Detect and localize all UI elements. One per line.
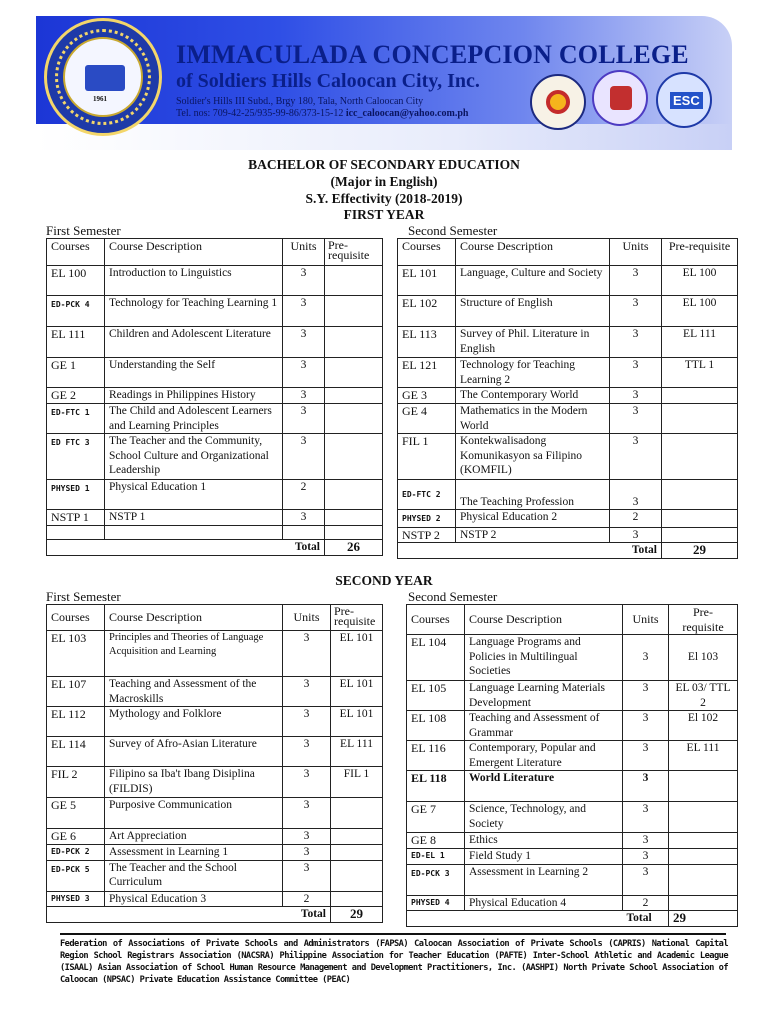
course-code: GE 6 bbox=[47, 829, 105, 845]
course-description: Language Programs and Policies in Multilingual Societies bbox=[465, 635, 623, 681]
course-code: PHYSED 3 bbox=[47, 891, 105, 907]
table-row bbox=[407, 895, 738, 911]
table-row bbox=[398, 404, 738, 434]
course-code: GE 2 bbox=[47, 388, 105, 404]
course-code: ED-EL 1 bbox=[407, 849, 465, 865]
course-description: World Literature bbox=[465, 771, 623, 802]
y1-second-semester-label: Second Semester bbox=[408, 223, 498, 238]
col-courses: Courses bbox=[47, 239, 105, 266]
table-row bbox=[47, 798, 383, 829]
table-header-row bbox=[47, 239, 383, 266]
table-row bbox=[407, 771, 738, 802]
course-units: 2 bbox=[283, 891, 331, 907]
course-code: GE 7 bbox=[407, 802, 465, 833]
course-prereq bbox=[331, 798, 383, 829]
table-row bbox=[47, 767, 383, 798]
table-row bbox=[47, 296, 383, 327]
course-units: 3 bbox=[610, 480, 662, 510]
col-prereq: Pre-requisite bbox=[669, 605, 738, 635]
course-units: 2 bbox=[610, 510, 662, 528]
course-prereq: EL 101 bbox=[331, 631, 383, 677]
course-units: 3 bbox=[283, 358, 325, 388]
course-prereq bbox=[669, 833, 738, 849]
table-row bbox=[47, 510, 383, 526]
college-subtitle: of Soldiers Hills Caloocan City, Inc. bbox=[176, 70, 480, 92]
course-units: 3 bbox=[623, 635, 669, 681]
course-code: EL 111 bbox=[47, 327, 105, 358]
table-row bbox=[47, 829, 383, 845]
course-prereq bbox=[325, 434, 383, 480]
course-prereq bbox=[669, 864, 738, 895]
course-prereq bbox=[662, 404, 738, 434]
course-prereq bbox=[325, 296, 383, 327]
table-row bbox=[398, 327, 738, 358]
col-description: Course Description bbox=[105, 239, 283, 266]
course-prereq: EL 111 bbox=[669, 741, 738, 771]
course-code: GE 5 bbox=[47, 798, 105, 829]
table-row bbox=[407, 864, 738, 895]
col-description: Course Description bbox=[105, 605, 283, 631]
course-code: EL 102 bbox=[398, 296, 456, 327]
course-prereq: EL 111 bbox=[662, 327, 738, 358]
course-units: 3 bbox=[623, 711, 669, 741]
course-prereq bbox=[325, 327, 383, 358]
course-prereq bbox=[331, 891, 383, 907]
y2-sem2-table bbox=[406, 604, 738, 927]
course-prereq bbox=[325, 388, 383, 404]
course-description: The Contemporary World bbox=[456, 388, 610, 404]
course-code: EL 107 bbox=[47, 677, 105, 707]
first-year-title: FIRST YEAR bbox=[343, 207, 425, 222]
col-courses: Courses bbox=[407, 605, 465, 635]
course-description: Art Appreciation bbox=[105, 829, 283, 845]
col-prereq: Pre-requisite bbox=[662, 239, 738, 266]
course-prereq bbox=[662, 480, 738, 510]
course-code: ED-PCK 3 bbox=[407, 864, 465, 895]
course-units: 3 bbox=[283, 388, 325, 404]
second-year-title: SECOND YEAR bbox=[335, 573, 433, 588]
course-description: The Teaching Profession bbox=[456, 480, 610, 510]
course-units: 3 bbox=[610, 296, 662, 327]
course-description: Survey of Phil. Literature in English bbox=[456, 327, 610, 358]
course-units: 3 bbox=[623, 681, 669, 711]
course-units: 3 bbox=[610, 327, 662, 358]
table-row bbox=[47, 358, 383, 388]
course-description: Readings in Philippines History bbox=[105, 388, 283, 404]
course-units: 3 bbox=[623, 741, 669, 771]
course-units: 3 bbox=[610, 388, 662, 404]
table-row bbox=[407, 802, 738, 833]
course-code: EL 121 bbox=[398, 358, 456, 388]
y1-sem2-table bbox=[397, 238, 738, 559]
course-units: 3 bbox=[283, 767, 331, 798]
y1-first-semester-label: First Semester bbox=[46, 223, 121, 238]
ched-logo-icon bbox=[530, 74, 586, 130]
course-prereq: El 103 bbox=[669, 635, 738, 681]
course-description: Physical Education 3 bbox=[105, 891, 283, 907]
table-row-empty bbox=[47, 526, 383, 540]
course-description: The Child and Adolescent Learners and Learning Principles bbox=[105, 404, 283, 434]
course-code: EL 101 bbox=[398, 266, 456, 296]
course-prereq bbox=[669, 849, 738, 865]
course-code: PHYSED 4 bbox=[407, 895, 465, 911]
course-description: Physical Education 2 bbox=[456, 510, 610, 528]
total-row bbox=[47, 540, 383, 556]
course-description: Assessment in Learning 1 bbox=[105, 845, 283, 861]
total-label: Total bbox=[610, 543, 662, 559]
table-row bbox=[407, 741, 738, 771]
table-row bbox=[47, 737, 383, 767]
y2-first-semester-label: First Semester bbox=[46, 589, 121, 604]
table-row bbox=[398, 266, 738, 296]
total-label: Total bbox=[623, 911, 669, 927]
course-description: Mythology and Folklore bbox=[105, 707, 283, 737]
course-description: The Teacher and the School Curriculum bbox=[105, 860, 283, 891]
course-prereq: EL 101 bbox=[331, 707, 383, 737]
course-prereq bbox=[325, 266, 383, 296]
deped-emblem-icon bbox=[610, 86, 632, 110]
table-row bbox=[47, 631, 383, 677]
table-row bbox=[47, 480, 383, 510]
course-code: EL 113 bbox=[398, 327, 456, 358]
course-code: PHYSED 1 bbox=[47, 480, 105, 510]
table-row bbox=[407, 635, 738, 681]
seal-inner bbox=[63, 37, 143, 117]
course-code: EL 105 bbox=[407, 681, 465, 711]
course-code: EL 116 bbox=[407, 741, 465, 771]
course-prereq: EL 100 bbox=[662, 296, 738, 327]
footer-divider bbox=[60, 933, 726, 935]
col-units: Units bbox=[283, 605, 331, 631]
total-label: Total bbox=[283, 907, 331, 923]
total-units: 29 bbox=[669, 911, 738, 927]
table-row bbox=[47, 845, 383, 861]
course-units: 3 bbox=[623, 849, 669, 865]
course-units: 3 bbox=[283, 845, 331, 861]
course-description: NSTP 2 bbox=[456, 527, 610, 543]
course-units: 3 bbox=[610, 404, 662, 434]
course-description: Technology for Teaching Learning 2 bbox=[456, 358, 610, 388]
course-units: 3 bbox=[283, 631, 331, 677]
course-description: Introduction to Linguistics bbox=[105, 266, 283, 296]
course-units: 2 bbox=[623, 895, 669, 911]
table-row bbox=[398, 388, 738, 404]
course-units: 3 bbox=[283, 266, 325, 296]
course-code: EL 112 bbox=[47, 707, 105, 737]
course-prereq bbox=[325, 358, 383, 388]
deped-logo-icon bbox=[592, 70, 648, 126]
col-units: Units bbox=[610, 239, 662, 266]
sun-emblem-icon bbox=[546, 90, 570, 114]
course-prereq bbox=[331, 845, 383, 861]
college-seal-icon bbox=[44, 18, 162, 136]
table-row bbox=[407, 711, 738, 741]
course-prereq bbox=[331, 860, 383, 891]
program-title: BACHELOR OF SECONDARY EDUCATION bbox=[248, 157, 520, 172]
seal-year: 1961 bbox=[93, 95, 107, 103]
course-description: Language Learning Materials Development bbox=[465, 681, 623, 711]
table-row bbox=[398, 358, 738, 388]
course-prereq bbox=[325, 480, 383, 510]
total-row bbox=[47, 907, 383, 923]
course-code: EL 104 bbox=[407, 635, 465, 681]
course-code: ED-FTC 1 bbox=[47, 404, 105, 434]
course-prereq: FIL 1 bbox=[331, 767, 383, 798]
course-code: NSTP 2 bbox=[398, 527, 456, 543]
table-row bbox=[47, 388, 383, 404]
col-prereq: Pre- requisite bbox=[331, 605, 383, 631]
course-units: 3 bbox=[283, 829, 331, 845]
col-courses: Courses bbox=[398, 239, 456, 266]
total-units: 29 bbox=[662, 543, 738, 559]
course-description: Physical Education 4 bbox=[465, 895, 623, 911]
course-prereq: TTL 1 bbox=[662, 358, 738, 388]
course-code: GE 1 bbox=[47, 358, 105, 388]
table-row bbox=[398, 296, 738, 327]
course-units: 3 bbox=[283, 296, 325, 327]
course-units: 3 bbox=[283, 860, 331, 891]
course-units: 3 bbox=[623, 864, 669, 895]
course-units: 3 bbox=[283, 707, 331, 737]
total-units: 29 bbox=[331, 907, 383, 923]
program-major: (Major in English) bbox=[330, 174, 438, 189]
course-prereq: El 102 bbox=[669, 711, 738, 741]
course-code: ED-PCK 4 bbox=[47, 296, 105, 327]
course-units: 3 bbox=[283, 434, 325, 480]
course-prereq bbox=[669, 895, 738, 911]
course-description: Contemporary, Popular and Emergent Literature bbox=[465, 741, 623, 771]
course-description: Kontekwalisadong Komunikasyon sa Filipino (KOMFIL) bbox=[456, 434, 610, 480]
course-code: PHYSED 2 bbox=[398, 510, 456, 528]
course-description: The Teacher and the Community, School Culture and Organizational Leadership bbox=[105, 434, 283, 480]
course-prereq bbox=[325, 510, 383, 526]
course-prereq bbox=[669, 802, 738, 833]
course-code: EL 118 bbox=[407, 771, 465, 802]
course-units: 3 bbox=[610, 527, 662, 543]
course-description: Teaching and Assessment of Grammar bbox=[465, 711, 623, 741]
table-row bbox=[47, 677, 383, 707]
course-prereq: EL 101 bbox=[331, 677, 383, 707]
table-header-row bbox=[398, 239, 738, 266]
course-prereq: EL 100 bbox=[662, 266, 738, 296]
table-row bbox=[407, 849, 738, 865]
total-units: 26 bbox=[325, 540, 383, 556]
course-description: Understanding the Self bbox=[105, 358, 283, 388]
tel-numbers: Tel. nos: 709-42-25/935-99-86/373-15-12 bbox=[176, 108, 344, 119]
course-prereq: EL 03/ TTL 2 bbox=[669, 681, 738, 711]
col-prereq: Pre- requisite bbox=[325, 239, 383, 266]
table-row bbox=[47, 891, 383, 907]
course-code: ED-PCK 5 bbox=[47, 860, 105, 891]
course-prereq bbox=[662, 388, 738, 404]
esc-logo-icon: ESC bbox=[656, 72, 712, 128]
table-row bbox=[47, 327, 383, 358]
course-units: 3 bbox=[623, 771, 669, 802]
course-units: 3 bbox=[610, 358, 662, 388]
course-code: FIL 2 bbox=[47, 767, 105, 798]
y2-second-semester-label: Second Semester bbox=[408, 589, 498, 604]
course-prereq bbox=[662, 527, 738, 543]
table-row bbox=[47, 860, 383, 891]
course-prereq bbox=[331, 829, 383, 845]
course-code: ED-PCK 2 bbox=[47, 845, 105, 861]
course-description: Science, Technology, and Society bbox=[465, 802, 623, 833]
banner-stripe bbox=[36, 124, 732, 150]
y2-sem1-table bbox=[46, 604, 383, 923]
table-row bbox=[407, 833, 738, 849]
course-description: Language, Culture and Society bbox=[456, 266, 610, 296]
col-units: Units bbox=[623, 605, 669, 635]
table-header-row bbox=[407, 605, 738, 635]
course-units: 3 bbox=[283, 737, 331, 767]
course-units: 3 bbox=[610, 434, 662, 480]
course-code: NSTP 1 bbox=[47, 510, 105, 526]
course-units: 3 bbox=[283, 677, 331, 707]
course-units: 3 bbox=[283, 798, 331, 829]
table-row bbox=[47, 434, 383, 480]
course-units: 3 bbox=[283, 327, 325, 358]
col-courses: Courses bbox=[47, 605, 105, 631]
course-units: 3 bbox=[623, 802, 669, 833]
course-description: Technology for Teaching Learning 1 bbox=[105, 296, 283, 327]
course-code: EL 114 bbox=[47, 737, 105, 767]
total-row bbox=[398, 543, 738, 559]
col-units: Units bbox=[283, 239, 325, 266]
total-label: Total bbox=[283, 540, 325, 556]
course-prereq bbox=[669, 771, 738, 802]
college-address: Soldier's Hills III Subd., Brgy 180, Tala, North Caloocan City bbox=[176, 96, 424, 107]
course-description: Mathematics in the Modern World bbox=[456, 404, 610, 434]
table-header-row bbox=[47, 605, 383, 631]
course-units: 3 bbox=[610, 266, 662, 296]
table-row bbox=[47, 707, 383, 737]
course-prereq bbox=[325, 404, 383, 434]
course-units: 3 bbox=[283, 510, 325, 526]
course-code: GE 4 bbox=[398, 404, 456, 434]
table-row bbox=[47, 266, 383, 296]
course-units: 3 bbox=[283, 404, 325, 434]
course-description: Assessment in Learning 2 bbox=[465, 864, 623, 895]
total-row bbox=[407, 911, 738, 927]
course-description: Purposive Communication bbox=[105, 798, 283, 829]
course-description: Physical Education 1 bbox=[105, 480, 283, 510]
course-prereq bbox=[662, 434, 738, 480]
course-prereq bbox=[662, 510, 738, 528]
course-code: ED FTC 3 bbox=[47, 434, 105, 480]
footer-affiliations: Federation of Associations of Private Schools and Administrators (FAPSA) Caloocan Association of Private Schools (CAPRIS) National Capital Region School Registrars Association (NACSRA) Philippine Association for Teacher Education (PAFTE) Inter-School Athletic and Academic League (ISAAL) Asian Association of School Human Resource Management and Development Practitioners, Inc. (AASHPI) North Private School Association of Caloocan (NPSAC) Private Education Assistance Committee (PEAC) bbox=[60, 939, 728, 985]
course-code: GE 3 bbox=[398, 388, 456, 404]
table-row bbox=[398, 510, 738, 528]
table-row bbox=[47, 404, 383, 434]
col-description: Course Description bbox=[465, 605, 623, 635]
college-contact bbox=[176, 108, 468, 119]
table-row bbox=[398, 527, 738, 543]
course-description: Teaching and Assessment of the Macroskills bbox=[105, 677, 283, 707]
col-description: Course Description bbox=[456, 239, 610, 266]
course-units: 2 bbox=[283, 480, 325, 510]
course-description: Filipino sa Iba't Ibang Disiplina (FILDIS) bbox=[105, 767, 283, 798]
course-code: EL 103 bbox=[47, 631, 105, 677]
course-description: Children and Adolescent Literature bbox=[105, 327, 283, 358]
table-row bbox=[407, 681, 738, 711]
table-row bbox=[398, 434, 738, 480]
book-icon bbox=[85, 65, 125, 91]
course-code: GE 8 bbox=[407, 833, 465, 849]
course-description: NSTP 1 bbox=[105, 510, 283, 526]
course-code: FIL 1 bbox=[398, 434, 456, 480]
course-description: Principles and Theories of Language Acquisition and Learning bbox=[105, 631, 283, 677]
table-row bbox=[398, 480, 738, 510]
course-description: Ethics bbox=[465, 833, 623, 849]
course-code: ED-FTC 2 bbox=[398, 480, 456, 510]
course-code: EL 108 bbox=[407, 711, 465, 741]
course-units: 3 bbox=[623, 833, 669, 849]
course-description: Structure of English bbox=[456, 296, 610, 327]
course-description: Survey of Afro-Asian Literature bbox=[105, 737, 283, 767]
course-code: EL 100 bbox=[47, 266, 105, 296]
program-effectivity: S.Y. Effectivity (2018-2019) bbox=[305, 191, 463, 206]
college-name: IMMACULADA CONCEPCION COLLEGE bbox=[176, 40, 689, 69]
course-description: Field Study 1 bbox=[465, 849, 623, 865]
course-prereq: EL 111 bbox=[331, 737, 383, 767]
y1-sem1-table bbox=[46, 238, 383, 556]
email-address: icc_caloocan@yahoo.com.ph bbox=[345, 108, 469, 119]
